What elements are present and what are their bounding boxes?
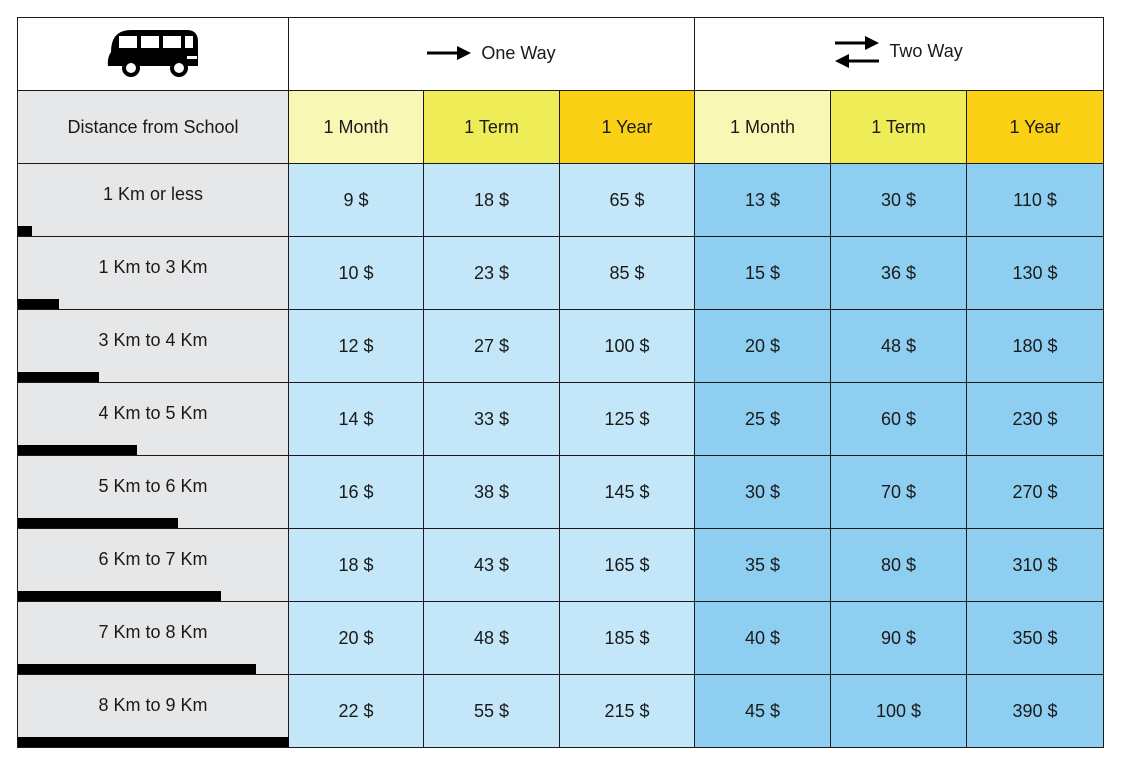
table-row: [18, 456, 1104, 529]
one-way-term-price: 55 $: [424, 675, 560, 748]
distance-label: 3 Km to 4 Km: [98, 329, 208, 350]
one-way-term-price: 18 $: [424, 164, 560, 237]
distance-header: Distance from School: [18, 91, 289, 164]
bus-icon-cell: [18, 18, 289, 91]
fare-grid: [17, 17, 1104, 748]
distance-bar: [18, 372, 99, 382]
one-way-label: One Way: [481, 42, 556, 63]
one-way-header: [289, 18, 695, 91]
one-way-month-header: 1 Month: [289, 91, 424, 164]
bus-fare-table: [17, 17, 1103, 748]
bus-icon: [103, 22, 203, 82]
two-way-month-price: 15 $: [695, 237, 831, 310]
table-row: [18, 675, 1104, 748]
two-way-term-price: 36 $: [831, 237, 967, 310]
table-row: [18, 310, 1104, 383]
one-way-year-header: 1 Year: [560, 91, 695, 164]
one-way-year-price: 85 $: [560, 237, 695, 310]
one-way-month-price: 14 $: [289, 383, 424, 456]
one-way-term-price: 27 $: [424, 310, 560, 383]
one-way-term-price: 48 $: [424, 602, 560, 675]
one-way-year-price: 215 $: [560, 675, 695, 748]
group-header-row: [18, 18, 1104, 91]
distance-bar: [18, 226, 32, 236]
two-way-label: Two Way: [889, 41, 963, 61]
one-way-month-price: 20 $: [289, 602, 424, 675]
distance-cell: [18, 164, 289, 237]
two-way-term-price: 60 $: [831, 383, 967, 456]
distance-cell: [18, 237, 289, 310]
one-way-year-price: 185 $: [560, 602, 695, 675]
table-row: [18, 602, 1104, 675]
two-way-year-price: 310 $: [967, 529, 1104, 602]
table-row: [18, 529, 1104, 602]
two-way-year-price: 270 $: [967, 456, 1104, 529]
distance-label: 8 Km to 9 Km: [98, 694, 208, 715]
one-way-year-price: 165 $: [560, 529, 695, 602]
two-way-year-price: 180 $: [967, 310, 1104, 383]
distance-label: 5 Km to 6 Km: [98, 475, 208, 496]
one-way-month-price: 16 $: [289, 456, 424, 529]
one-way-year-price: 100 $: [560, 310, 695, 383]
one-way-year-price: 125 $: [560, 383, 695, 456]
one-way-year-price: 65 $: [560, 164, 695, 237]
two-way-year-header: 1 Year: [967, 91, 1104, 164]
two-way-arrows-icon: [835, 35, 879, 69]
two-way-year-price: 230 $: [967, 383, 1104, 456]
one-way-term-price: 33 $: [424, 383, 560, 456]
distance-bar: [18, 445, 137, 455]
one-way-month-price: 22 $: [289, 675, 424, 748]
two-way-month-price: 40 $: [695, 602, 831, 675]
one-way-month-price: 12 $: [289, 310, 424, 383]
distance-cell: [18, 383, 289, 456]
two-way-term-price: 30 $: [831, 164, 967, 237]
two-way-term-price: 100 $: [831, 675, 967, 748]
distance-cell: [18, 456, 289, 529]
distance-cell: [18, 529, 289, 602]
arrow-right-icon: [427, 46, 471, 60]
one-way-month-price: 10 $: [289, 237, 424, 310]
one-way-year-price: 145 $: [560, 456, 695, 529]
distance-cell: [18, 602, 289, 675]
table-row: [18, 383, 1104, 456]
distance-cell: [18, 310, 289, 383]
one-way-month-price: 9 $: [289, 164, 424, 237]
two-way-month-price: 13 $: [695, 164, 831, 237]
distance-label: 1 Km to 3 Km: [98, 256, 208, 277]
two-way-month-header: 1 Month: [695, 91, 831, 164]
two-way-year-price: 390 $: [967, 675, 1104, 748]
two-way-month-price: 25 $: [695, 383, 831, 456]
two-way-term-price: 70 $: [831, 456, 967, 529]
period-header-row: [18, 91, 1104, 164]
distance-bar: [18, 591, 221, 601]
distance-bar: [18, 737, 289, 747]
distance-label: 7 Km to 8 Km: [98, 621, 208, 642]
one-way-term-price: 23 $: [424, 237, 560, 310]
distance-bar: [18, 518, 178, 528]
two-way-month-price: 20 $: [695, 310, 831, 383]
table-row: [18, 237, 1104, 310]
two-way-term-price: 48 $: [831, 310, 967, 383]
two-way-term-price: 80 $: [831, 529, 967, 602]
two-way-year-price: 110 $: [967, 164, 1104, 237]
distance-bar: [18, 664, 256, 674]
one-way-term-price: 43 $: [424, 529, 560, 602]
two-way-month-price: 45 $: [695, 675, 831, 748]
two-way-term-price: 90 $: [831, 602, 967, 675]
distance-label: 4 Km to 5 Km: [98, 402, 208, 423]
two-way-month-price: 35 $: [695, 529, 831, 602]
two-way-year-price: 130 $: [967, 237, 1104, 310]
two-way-term-header: 1 Term: [831, 91, 967, 164]
one-way-month-price: 18 $: [289, 529, 424, 602]
one-way-term-header: 1 Term: [424, 91, 560, 164]
one-way-term-price: 38 $: [424, 456, 560, 529]
two-way-month-price: 30 $: [695, 456, 831, 529]
distance-cell: [18, 675, 289, 748]
two-way-year-price: 350 $: [967, 602, 1104, 675]
distance-label: 1 Km or less: [102, 183, 204, 204]
table-row: [18, 164, 1104, 237]
two-way-header: [695, 18, 1104, 91]
distance-label: 6 Km to 7 Km: [98, 548, 208, 569]
distance-bar: [18, 299, 59, 309]
